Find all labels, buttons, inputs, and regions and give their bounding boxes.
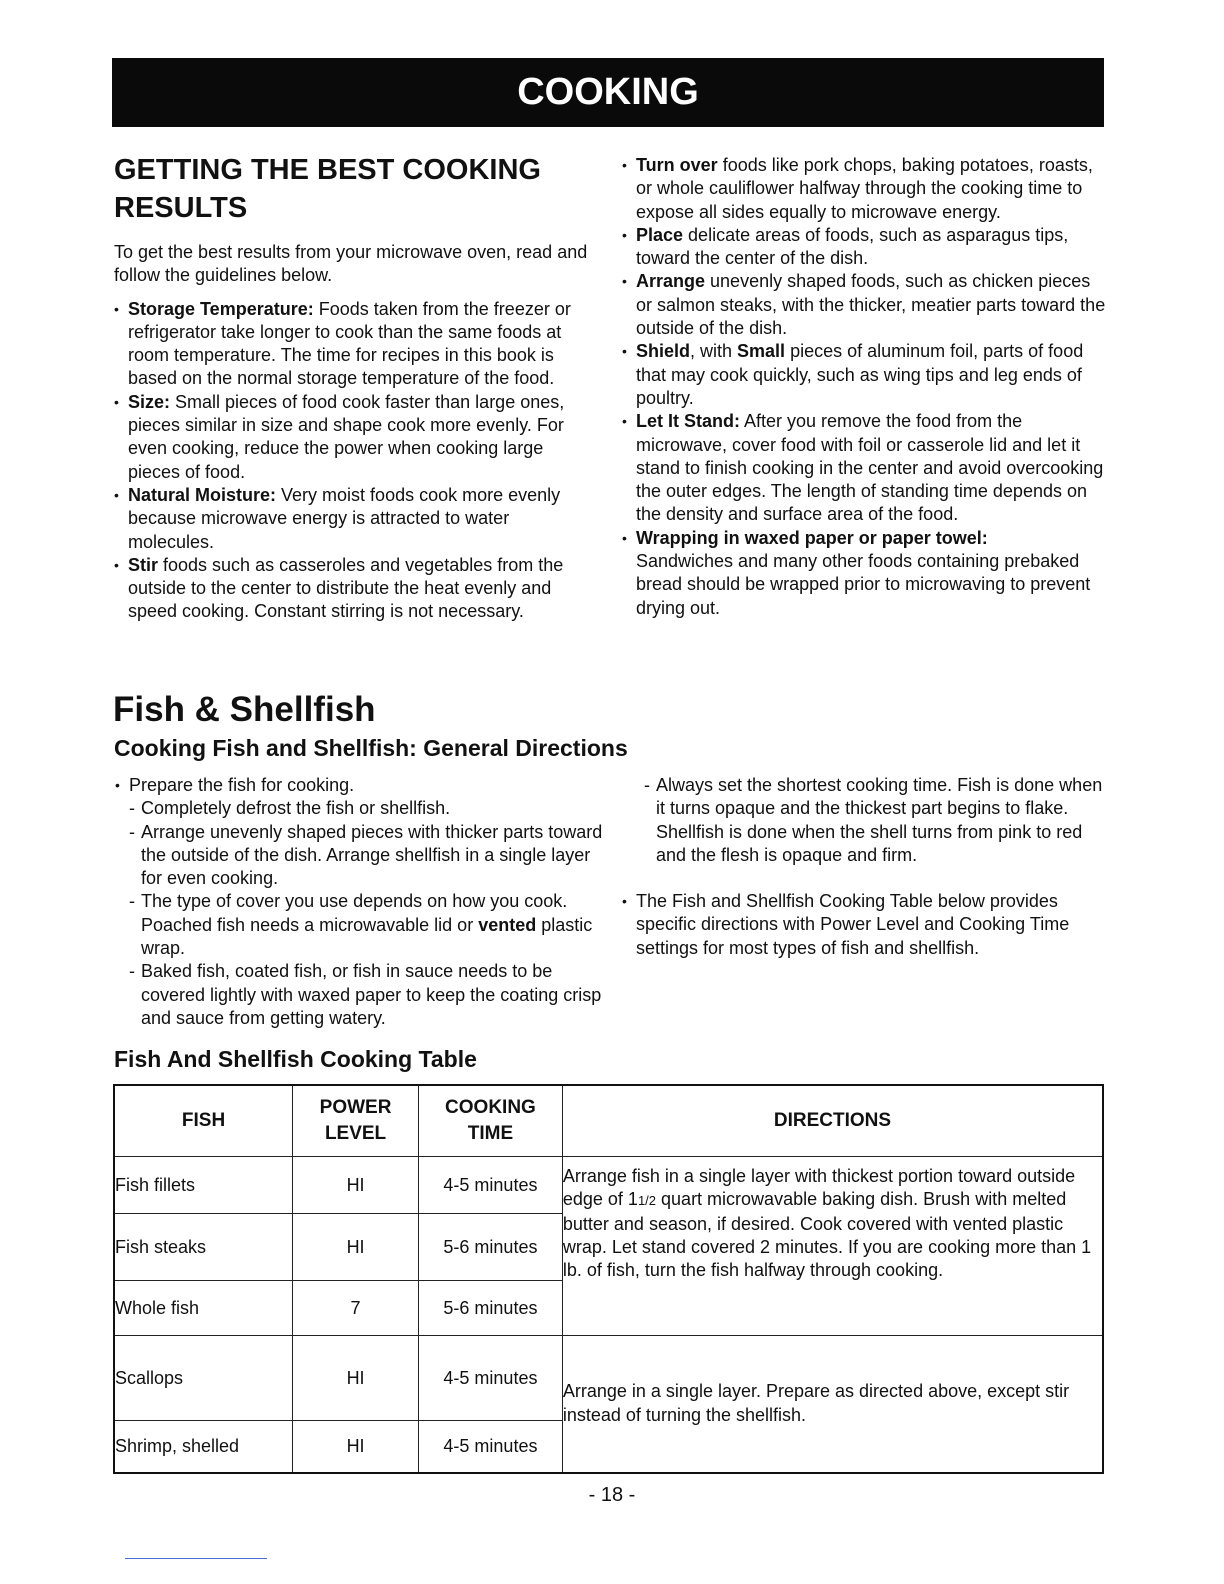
list-item (114, 391, 592, 484)
item-text: pieces of aluminum foil, parts of food that may cook quickly, such as wing tips and leg ends of poultry. (636, 341, 1084, 408)
fish-section-title: Fish & Shellfish (113, 690, 376, 729)
item-text: unevenly shaped foods, such as chicken pieces or salmon steaks, with the thicker, meatier parts toward the outside of the dish. (636, 271, 1106, 339)
list-item (622, 340, 1108, 410)
cell-power: HI (293, 1421, 419, 1473)
cell-fish: Scallops (114, 1336, 293, 1421)
item-text: , with (690, 341, 738, 362)
list-item (622, 154, 1108, 224)
table-row (114, 1157, 1103, 1214)
table-row (114, 1336, 1103, 1421)
list-item (622, 527, 1108, 620)
sub-item: - Always set the shortest cooking time. Fish is done when it turns opaque and the thickest part begins to flake. Shellfish is done when the shell turns from pink to red and the flesh is opaque and firm. (644, 775, 1103, 865)
item-bold: Stir (128, 554, 159, 575)
header-fish: FISH (114, 1085, 293, 1157)
sub-item-text: The type of cover you use depends on how you cook. Poached fish needs a microwavable lid or (141, 891, 568, 935)
item-bold: Let It Stand: (636, 411, 740, 432)
footer-divider (125, 1558, 267, 1559)
cell-directions: Arrange in a single layer. Prepare as directed above, except stir instead of turning the shellfish. (562, 1336, 1103, 1473)
item-text: foods such as casseroles and vegetables from the outside to the center to distribute the heat evenly and speed cooking. Constant stirring is not necessary. (128, 554, 564, 622)
fish-cooking-table (113, 1084, 1104, 1474)
item-bold: Arrange (636, 271, 706, 292)
cell-fish: Fish fillets (114, 1157, 293, 1214)
cell-power: 7 (293, 1281, 419, 1336)
best-results-right-column (622, 154, 1108, 620)
sub-item-bold: vented (478, 914, 537, 935)
item-bold: Size: (128, 391, 171, 412)
general-directions-right (622, 774, 1112, 960)
cell-fish: Fish steaks (114, 1214, 293, 1281)
item-bold: Natural Moisture: (128, 484, 277, 505)
list-item (114, 298, 592, 391)
directions-text: quart microwavable baking dish. Brush with melted butter and season, if desired. Cook covered with vented plastic wrap. Let stand covered 2 minutes. If you are cooking more than 1 lb. of fish, turn the fish halfway through cooking. (562, 1189, 1092, 1281)
item-bold: Small (737, 341, 786, 362)
sub-item: - The type of cover you use depends on how you cook. Poached fish needs a microwavable lid or vented plastic wrap. (129, 891, 593, 959)
header-directions: DIRECTIONS (562, 1085, 1103, 1157)
item-text: delicate areas of foods, such as asparagus tips, toward the center of the dish. (636, 224, 1069, 269)
cell-power: HI (293, 1336, 419, 1421)
header-power: POWER LEVEL (293, 1085, 419, 1157)
header-time: COOKING TIME (419, 1085, 563, 1157)
cell-time: 5-6 minutes (419, 1214, 563, 1281)
item-bold: Storage Temperature: (128, 298, 314, 319)
cell-power: HI (293, 1214, 419, 1281)
best-results-list-left (114, 298, 592, 624)
item-text: Sandwiches and many other foods containing prebaked bread should be wrapped prior to microwaving to prevent drying out. (636, 551, 1091, 618)
best-results-heading: GETTING THE BEST COOKING RESULTS (114, 154, 541, 224)
cell-time: 4-5 minutes (419, 1421, 563, 1473)
fraction: 1/2 (637, 1193, 657, 1209)
item-text: Foods taken from the freezer or refrigerator take longer to cook than the same foods at room temperature. The time for recipes in this book is based on the normal storage temperature of the food. (128, 298, 571, 389)
section-banner: COOKING (112, 58, 1104, 127)
item-text: Very moist foods cook more evenly because microwave energy is attracted to water molecules. (128, 484, 561, 552)
list-item (114, 554, 592, 624)
item-bold: Place (636, 224, 684, 245)
item-bold: Wrapping in waxed paper or paper towel: (636, 527, 988, 548)
item-text: Prepare the fish for cooking. (129, 775, 355, 795)
cell-directions (562, 1157, 1103, 1336)
item-text: foods like pork chops, baking potatoes, roasts, or whole cauliflower halfway through the cooking time to expose all sides equally to microwave energy. (636, 155, 1093, 222)
item-text: After you remove the food from the microwave, cover food with foil or casserole lid and let it stand to finish cooking in the center and avoid overcooking the outer edges. The length of standing time depends on the density and surface area of the food. (636, 411, 1104, 525)
sub-item-text: Baked fish, coated fish, or fish in sauce needs to be covered lightly with waxed paper to keep the coating crisp and sauce from getting watery. (141, 961, 602, 1028)
table-header-row (114, 1085, 1103, 1157)
table-note-list (622, 890, 1112, 960)
cell-power: HI (293, 1157, 419, 1214)
cell-time: 4-5 minutes (419, 1336, 563, 1421)
item-text: Small pieces of food cook faster than large ones, pieces similar in size and shape cook more evenly. For even cooking, reduce the power when cooking large pieces of food. (128, 391, 565, 482)
item-bold: Turn over (636, 155, 718, 175)
general-directions-heading: Cooking Fish and Shellfish: General Directions (114, 735, 628, 761)
list-item (622, 270, 1108, 340)
cooking-table-title: Fish And Shellfish Cooking Table (114, 1046, 477, 1072)
sub-item-text: Completely defrost the fish or shellfish. (141, 798, 451, 819)
sub-item-text: plastic wrap. (141, 914, 593, 959)
best-results-left-column (114, 151, 592, 624)
cell-fish: Whole fish (114, 1281, 293, 1336)
sub-item: - Baked fish, coated fish, or fish in sauce needs to be covered lightly with waxed paper to keep the coating crisp and sauce from getting watery. (129, 961, 602, 1028)
best-results-list-right (622, 154, 1108, 620)
sub-item: - Arrange unevenly shaped pieces with thicker parts toward the outside of the dish. Arrange shellfish in a single layer for even cooking. (129, 821, 603, 889)
list-item (115, 774, 615, 797)
sub-item-text: Arrange unevenly shaped pieces with thicker parts toward the outside of the dish. Arrange shellfish in a single layer for even cooking. (141, 821, 603, 889)
list-item (622, 890, 1112, 960)
sub-item: - Completely defrost the fish or shellfish. (129, 798, 451, 819)
best-results-intro: To get the best results from your microwave oven, read and follow the guidelines below. (114, 242, 588, 286)
cell-time: 5-6 minutes (419, 1281, 563, 1336)
sub-item-text: Always set the shortest cooking time. Fish is done when it turns opaque and the thickest part begins to flake. Shellfish is done when the shell turns from pink to red and the flesh is opaque and firm. (656, 775, 1103, 865)
prep-list (115, 774, 615, 797)
list-item (622, 410, 1108, 526)
list-item (114, 484, 592, 554)
item-text: The Fish and Shellfish Cooking Table below provides specific directions with Power Level and Cooking Time settings for most types of fish and shellfish. (636, 891, 1070, 958)
directions-text: Arrange fish in a single layer with thickest portion toward outside edge of 1 (562, 1166, 1076, 1210)
cell-time: 4-5 minutes (419, 1157, 563, 1214)
list-item (622, 224, 1108, 271)
general-directions-left (115, 774, 615, 1030)
item-bold: Shield (636, 341, 691, 362)
page-number: - 18 - (588, 1484, 636, 1506)
cell-fish: Shrimp, shelled (114, 1421, 293, 1473)
